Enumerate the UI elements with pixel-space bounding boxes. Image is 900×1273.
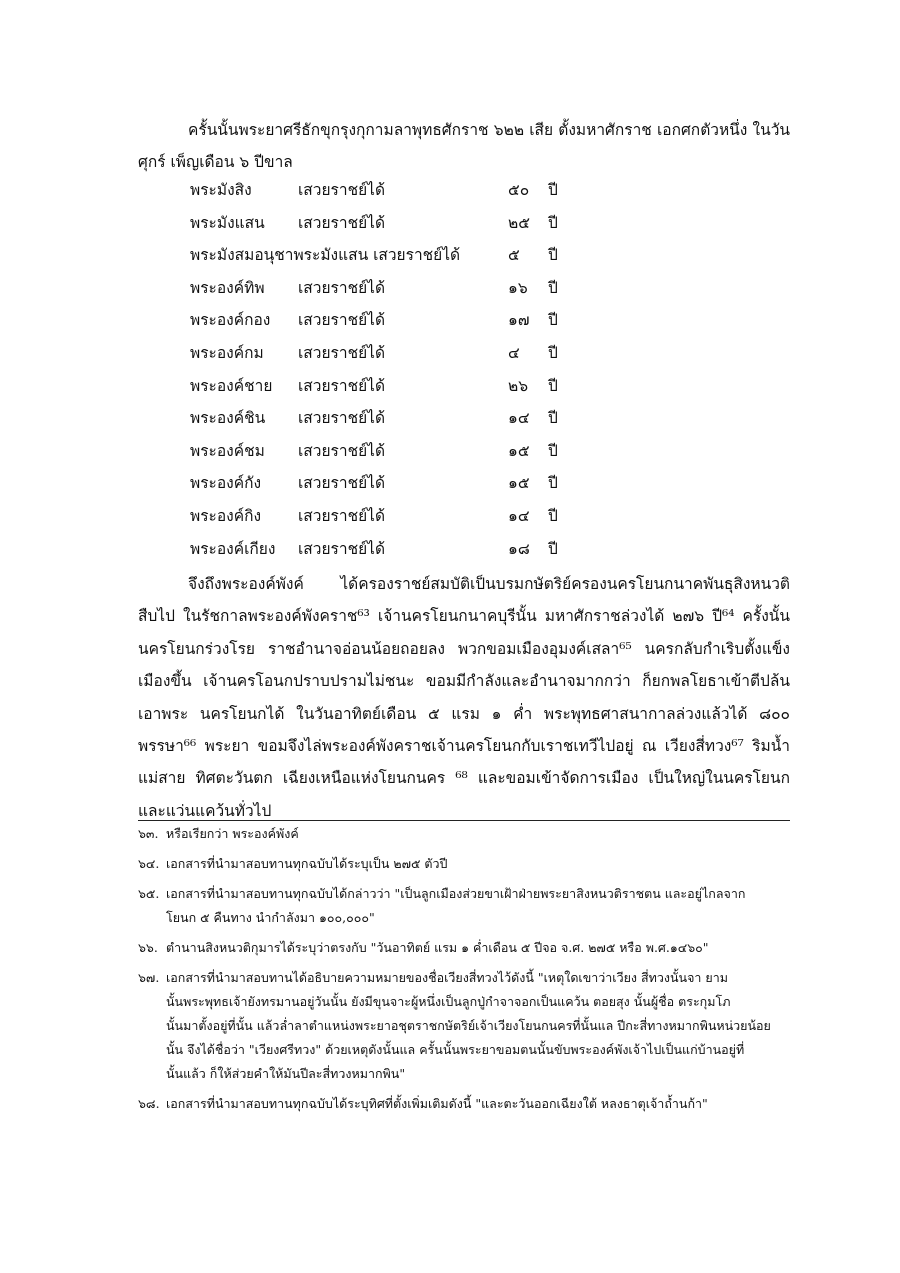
reign-years: ๒๕ — [508, 213, 530, 232]
reign-name: พระองค์ชม — [190, 441, 265, 460]
reign-row — [190, 337, 610, 370]
footnote — [138, 966, 790, 1086]
reign-years: ๑๕ — [508, 441, 530, 460]
reign-years: ๕๐ — [508, 181, 530, 199]
reign-verb: เสวยราชย์ได้ — [298, 409, 386, 428]
footnote — [138, 936, 790, 960]
reign-row — [190, 500, 610, 533]
reign-years: ๑๔ — [508, 409, 530, 428]
reign-years: ๑๗ — [508, 311, 530, 330]
reign-list — [190, 174, 610, 565]
reign-unit: ปี — [548, 376, 558, 395]
footnote-text: ตำนานสิงหนวติกุมารได้ระบุว่าตรงกับ "วันอาทิตย์ แรม ๑ ค่ำเดือน ๕ ปีจอ จ.ศ. ๒๗๕ หรือ พ.ศ.๑๔๖๐" — [166, 940, 709, 955]
footnote-number: ๖๕. — [138, 886, 160, 901]
reign-row — [190, 533, 610, 566]
footnote-number: ๖๗. — [138, 970, 160, 985]
footnote — [138, 1092, 790, 1116]
reign-unit: ปี — [548, 474, 558, 493]
reign-row — [190, 435, 610, 468]
reign-verb: เสวยราชย์ได้ — [298, 539, 386, 558]
reign-name: พระองค์เกียง — [190, 539, 276, 558]
footnote-number: ๖๔. — [138, 856, 160, 871]
reign-unit: ปี — [548, 278, 558, 297]
footnote-text: หรือเรียกว่า พระองค์พังค์ — [166, 826, 299, 841]
reign-name: พระองค์กัง — [190, 474, 262, 493]
reign-name: พระองค์ชิน — [190, 409, 266, 428]
reign-row — [190, 467, 610, 500]
reign-unit: ปี — [548, 311, 558, 330]
reign-row — [190, 239, 610, 272]
footnote-text: นั้นแล้ว ก็ให้ส่วยคำให้มันปีละสี่ทวงหมากพิน" — [166, 1066, 406, 1081]
footnote-text: นั้นมาตั้งอยู่ที่นั้น แล้วล่ำลาตำแหน่งพระยาอชุตราชกษัตริย์เจ้าเวียงโยนกนครที่นั้นแล ปีกะสี่ทางหมากพินหน่วยน้อย — [166, 1018, 771, 1033]
reign-name: พระมังแสน — [190, 213, 265, 232]
reign-name: พระองค์กม — [190, 343, 264, 362]
reign-name: พระองค์กอง — [190, 311, 271, 330]
reign-unit: ปี — [548, 441, 558, 460]
footnote-number: ๖๖. — [138, 940, 158, 955]
reign-verb: เสวยราชย์ได้ — [298, 441, 386, 460]
reign-years: ๔ — [508, 343, 520, 362]
reign-unit: ปี — [548, 181, 558, 199]
footnotes — [138, 822, 790, 1116]
reign-name: พระองค์ชาย — [190, 376, 273, 395]
reign-years: ๒๖ — [508, 376, 529, 395]
reign-verb: เสวยราชย์ได้ — [298, 343, 386, 362]
reign-years: ๑๖ — [508, 278, 528, 297]
footnote-text: นั้นพระพุทธเจ้ายังทรมานอยู่วันนั้น ยังมีขุนจาะผู้หนึ่งเป็นลูกปู่กำจาจอกเป็นแคว้น ตอยสุง นั้นผู้ชื่อ ตระกุมโภ — [166, 994, 731, 1009]
footnote-number: ๖๘. — [138, 1096, 160, 1111]
reign-name: พระมังสมอนุชาพระมังแสน เสวยราชย์ได้ — [190, 246, 461, 265]
reign-row — [190, 174, 610, 207]
footnote-text: เอกสารที่นำมาสอบทานทุกฉบับได้กล่าวว่า "เป็นลูกเมืองส่วยขาเฝ้าฝ่ายพระยาสิงหนวติราชตน และอยู่ไกลจาก — [166, 886, 746, 901]
reign-verb: เสวยราชย์ได้ — [298, 474, 386, 493]
paragraph-2: จึงถึงพระองค์พังค์ ได้ครองราชย์สมบัติเป็นบรมกษัตริย์ครองนครโยนกนาคพันธุสิงหนวติ สืบไป ในรัชกาลพระองค์พังคราช⁶³ เจ้านครโยนกนาคบุรีนั้น มหาศักราชล่วงได้ ๒๗๖ ปี⁶⁴ ครั้งนั้น นครโยนกร่วงโรย ราชอำนาจอ่อนน้อยถอยลง พวกขอมเมืองอุมงค์เสลา⁶⁵ นครกลับกำเริบตั้งแข็ง เมืองขึ้น เจ้านครโอนกปราบปรามไม่ชนะ ขอมมีกำลังและอำนาจมากกว่า ก็ยกพลโยธาเข้าตีปล้นเอาพระ นครโยนกได้ ในวันอาทิตย์เดือน ๕ แรม ๑ ค่ำ พระพุทธศาสนากาลล่วงแล้วได้ ๘๐๐ พรรษา⁶⁶ พระยา ขอมจึงไล่พระองค์พังคราชเจ้านครโยนกกับเราชเทวีไปอยู่ ณ เวียงสี่ทวง⁶⁷ ริมน้ำแม่สาย ทิศตะวันตก เฉียงเหนือแห่งโยนกนคร ⁶⁸ และขอมเข้าจัดการเมือง เป็นใหญ่ในนครโยนกและแว่นแคว้นทั่วไป — [138, 575, 790, 820]
reign-verb: เสวยราชย์ได้ — [298, 311, 386, 330]
reign-unit: ปี — [548, 213, 558, 232]
reign-years: ๑๘ — [508, 539, 530, 558]
reign-row — [190, 304, 610, 337]
reign-years: ๑๕ — [508, 474, 530, 493]
reign-unit: ปี — [548, 246, 558, 265]
reign-verb: เสวยราชย์ได้ — [298, 506, 386, 525]
reign-row — [190, 370, 610, 403]
reign-verb: เสวยราชย์ได้ — [298, 213, 386, 232]
footnote — [138, 852, 790, 876]
reign-years: ๕ — [508, 246, 520, 265]
reign-unit: ปี — [548, 506, 558, 525]
paragraph-1: ครั้นนั้นพระยาศรีธักขุกรุงกุกามลาพุทธศักราช ๖๒๒ เสีย ตั้งมหาศักราช เอกศกตัวหนึ่ง ในวันศุกร์ เพ็ญเดือน ๖ ปีขาล — [138, 121, 790, 172]
footnote-number: ๖๓. — [138, 826, 159, 841]
reign-verb: เสวยราชย์ได้ — [298, 376, 386, 395]
reign-unit: ปี — [548, 409, 558, 428]
footnote-text: โยนก ๕ คืนทาง นำกำลังมา ๑๐๐,๐๐๐" — [166, 910, 375, 925]
footnote — [138, 882, 790, 930]
reign-name: พระองค์ทิพ — [190, 278, 265, 297]
footnote-text: เอกสารที่นำมาสอบทานทุกฉบับได้ระบุทิศที่ตั้งเพิ่มเติมดังนี้ "และตะวันออกเฉียงใต้ หลงธาตุเจ้าถ้ำนก้า" — [166, 1096, 708, 1111]
reign-verb: เสวยราชย์ได้ — [298, 278, 386, 297]
footnote — [138, 822, 790, 846]
reign-name: พระมังสิง — [190, 181, 252, 199]
reign-row — [190, 207, 610, 240]
reign-row — [190, 272, 610, 305]
footnote-text: เอกสารที่นำมาสอบทานทุกฉบับได้ระบุเป็น ๒๗๕ ตัวปี — [166, 856, 448, 871]
reign-unit: ปี — [548, 343, 558, 362]
footnote-separator — [138, 820, 790, 821]
reign-years: ๑๔ — [508, 506, 530, 525]
reign-unit: ปี — [548, 539, 558, 558]
footnote-text: นั้น จึงได้ชื่อว่า "เวียงศรีทวง" ด้วยเหตุดังนั้นแล ครั้นนั้นพระยาขอมตนนั้นขับพระองค์พังเจ้าไปเป็นแก่บ้านอยู่ที่ — [166, 1042, 745, 1057]
footnote-text: เอกสารที่นำมาสอบทานได้อธิบายความหมายของชื่อเวียงสี่ทวงไว้ดังนี้ "เหตุใดเขาว่าเวียง สี่ทวงนั้นจา ยาม — [166, 970, 728, 985]
reign-verb: เสวยราชย์ได้ — [298, 181, 386, 199]
reign-name: พระองค์กิง — [190, 506, 262, 525]
reign-row — [190, 402, 610, 435]
